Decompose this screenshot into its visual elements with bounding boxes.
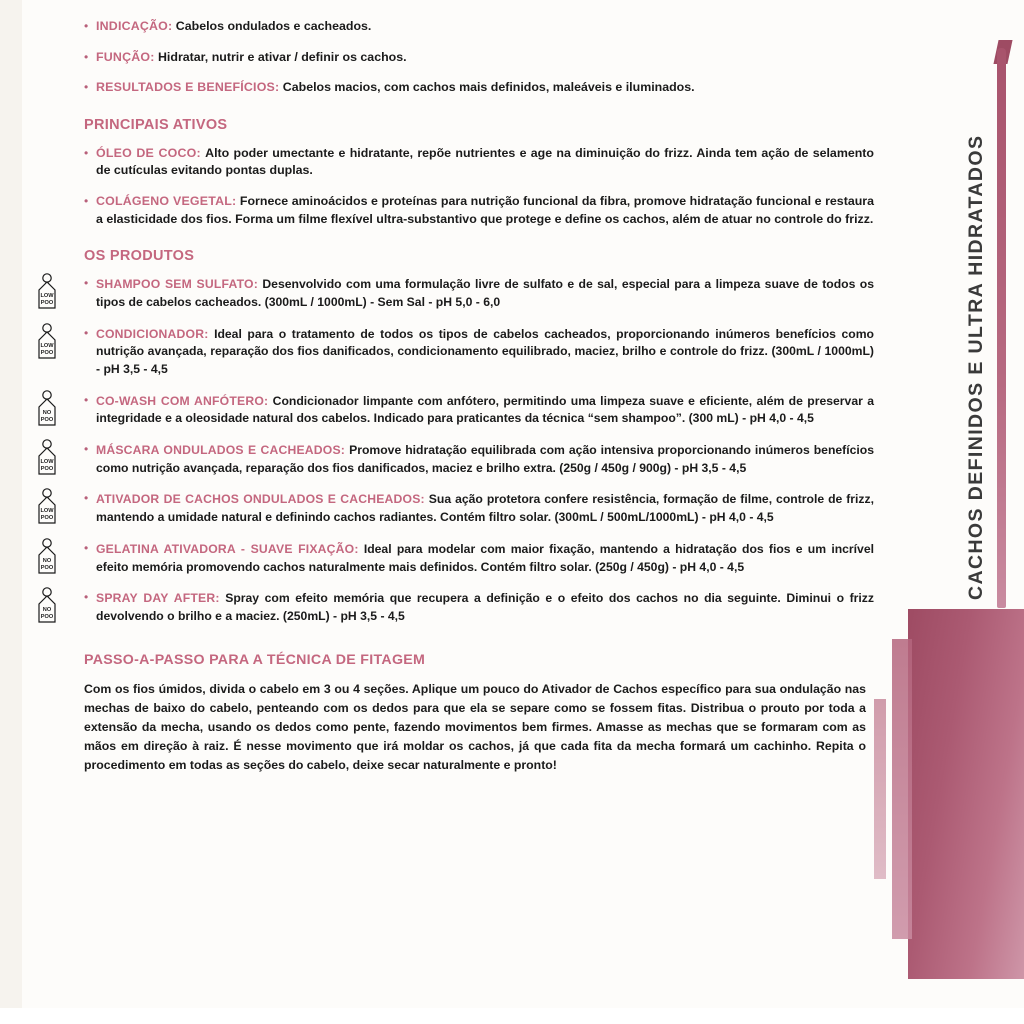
intro-bullet-label: RESULTADOS E BENEFÍCIOS: [96,80,280,95]
intro-bullet-text: Cabelos ondulados e cacheados. [175,19,372,33]
product-text-wrap [96,541,874,576]
product-row [40,442,875,477]
intro-bullet [84,49,874,67]
product-row [40,326,875,379]
svg-text:LOW: • LOW [40,293,54,300]
product-row [40,276,875,311]
no-poo-tag-icon [30,586,64,628]
product-label: GELATINA ATIVADORA - SUAVE FIXAÇÃO: [96,541,359,556]
brush-stroke-large [908,609,1024,979]
product-label: ATIVADOR DE CACHOS ONDULADOS E CACHEADOS: [96,492,425,507]
product-description: Sua ação protetora confere resistência, formação de filme, controle de frizz, mantendo a umidade natural e definindo cachos radiantes. Contém filtro solar. (300mL / 500mL/1000mL) - pH 4,0 - 4,5 [96,492,875,525]
product-label: MÁSCARA ONDULADOS E CACHEADOS: [96,443,346,458]
product-text-wrap [96,393,874,428]
intro-bullet-text: Hidratar, nutrir e ativar / definir os cachos. [157,49,407,64]
svg-text:POO: POO [40,416,54,423]
svg-text:NO: • NO [42,557,52,564]
svg-text:POO: POO [40,349,54,356]
product-label: CONDICIONADOR: [96,326,209,341]
low-poo-tag-icon [30,487,64,529]
product-description: Promove hidratação equilibrada com ação intensiva proporcionando inúmeros benefícios como nutrição avançada, reparação dos fios danificados, maciez e brilho extra. (250g / 450g / 900g) - pH 3,5 - 4,5 [96,443,875,475]
intro-bullet-label: INDICAÇÃO: [96,19,173,33]
product-description: Condicionador limpante com anfótero, permitindo uma limpeza suave e eficiente, além de preservar a integridade e a oleosidade natural dos cabelos. Indicado para praticantes da técnica “sem shampoo”. (300 mL) - pH 4,0 - 4,5 [96,393,874,426]
low-poo-tag-icon [30,438,64,480]
product-row [40,541,874,576]
svg-text:NO: • NO [42,607,52,614]
no-poo-tag-icon [30,389,64,431]
low-poo-tag-icon [30,322,64,364]
intro-bullet [84,79,874,97]
no-poo-tag-icon [30,537,64,579]
intro-bullet [84,18,874,36]
product-text-wrap [96,590,874,625]
ativo-text: Alto poder umectante e hidratante, repõe nutrientes e age na diminuição do frizz. Ainda tem ação de selamento de cutículas evitando pontas duplas. [96,145,874,178]
product-text-wrap [96,276,874,311]
product-label: CO-WASH COM ANFÓTERO: [96,393,269,408]
svg-text:POO: POO [40,515,54,522]
ativo-text: Fornece aminoácidos e proteínas para nutrição funcional da fibra, promove hidratação funcional e restaura a elasticidade dos fios. Forma um filme flexível ultra-substantivo que protege e define os cachos, além de atuar no controle do frizz. [96,194,874,226]
section-title-passo: PASSO-A-PASSO PARA A TÉCNICA DE FITAGEM [84,651,426,668]
svg-text:POO: POO [40,300,54,307]
brush-stroke-thin [997,48,1006,608]
product-row [40,393,874,428]
section-title-produtos: OS PRODUTOS [84,248,195,265]
ativo-item [84,145,874,180]
passo-paragraph: Com os fios úmidos, divida o cabelo em 3 ou 4 seções. Aplique um pouco do Ativador de Cachos específico para sua ondulação nas mechas de baixo do cabelo, penteando com os dedos para que ela se separe como se fossem fitas. Distribua o prouto por toda a extensão da mecha, usando os dedos como pente, fazendo movimentos bem firmes. Amasse as mechas que se formaram com as mãos em direção à raiz. É nesse movimento que irá moldar os cachos, já que cada fita da mecha formará um cachinho. Repita o procedimento em todas as seções do cabelo, deixe secar naturalmente e pronto! [84,681,866,772]
bottom-bar [0,1008,1024,1024]
ativo-label: COLÁGENO VEGETAL: [96,194,237,209]
product-description: Desenvolvido com uma formulação livre de sulfato e de sal, especial para a limpeza suave de todos os tipos de cabelos cacheados. (300mL / 1000mL) - Sem Sal - pH 5,0 - 6,0 [96,277,875,309]
product-label: SHAMPOO SEM SULFATO: [96,277,258,292]
product-description: Ideal para modelar com maior fixação, mantendo a hidratação dos fios e um incrível efeito memória promovendo cachos naturalmente mais definidos. Contém filtro solar. (250g / 450g) - pH 4,0 - 4,5 [96,541,874,574]
vertical-title: CACHOS DEFINIDOS E ULTRA HIDRATADOS [965,134,987,600]
svg-text:LOW: • LOW [40,342,54,349]
left-margin [0,0,22,1024]
section-title-ativos: PRINCIPAIS ATIVOS [84,116,228,133]
svg-text:POO: POO [40,614,54,621]
intro-bullet-label: FUNÇÃO: [96,49,155,64]
document-content [40,18,875,775]
product-text-wrap [96,326,874,379]
product-label: SPRAY DAY AFTER: [96,591,220,606]
ativo-item [84,193,874,228]
low-poo-tag-icon [30,272,64,314]
svg-text:LOW: • LOW [40,459,54,466]
intro-bullet-text: Cabelos macios, com cachos mais definidos, maleáveis e iluminados. [282,80,695,95]
product-description: Spray com efeito memória que recupera a definição e o efeito dos cachos no dia seguinte. Diminui o frizz devolvendo o brilho e a maciez. (250mL) - pH 3,5 - 4,5 [96,591,874,623]
product-text-wrap [96,491,874,526]
ativo-label: ÓLEO DE COCO: [96,145,201,160]
product-text-wrap [96,442,874,477]
svg-text:NO: • NO [42,409,52,416]
svg-text:POO: POO [40,466,54,473]
product-row [40,491,875,526]
product-description: Ideal para o tratamento de todos os tipos de cabelos cacheados, proporcionando inúmeros benefícios como nutrição avançada, reparação dos fios danificados, condicionamento equilibrado, maciez, brilho e controle do frizz. (300mL / 1000mL) - pH 3,5 - 4,5 [96,326,875,377]
svg-text:POO: POO [40,564,54,571]
svg-text:LOW: • LOW [40,508,54,515]
product-row [40,590,874,625]
